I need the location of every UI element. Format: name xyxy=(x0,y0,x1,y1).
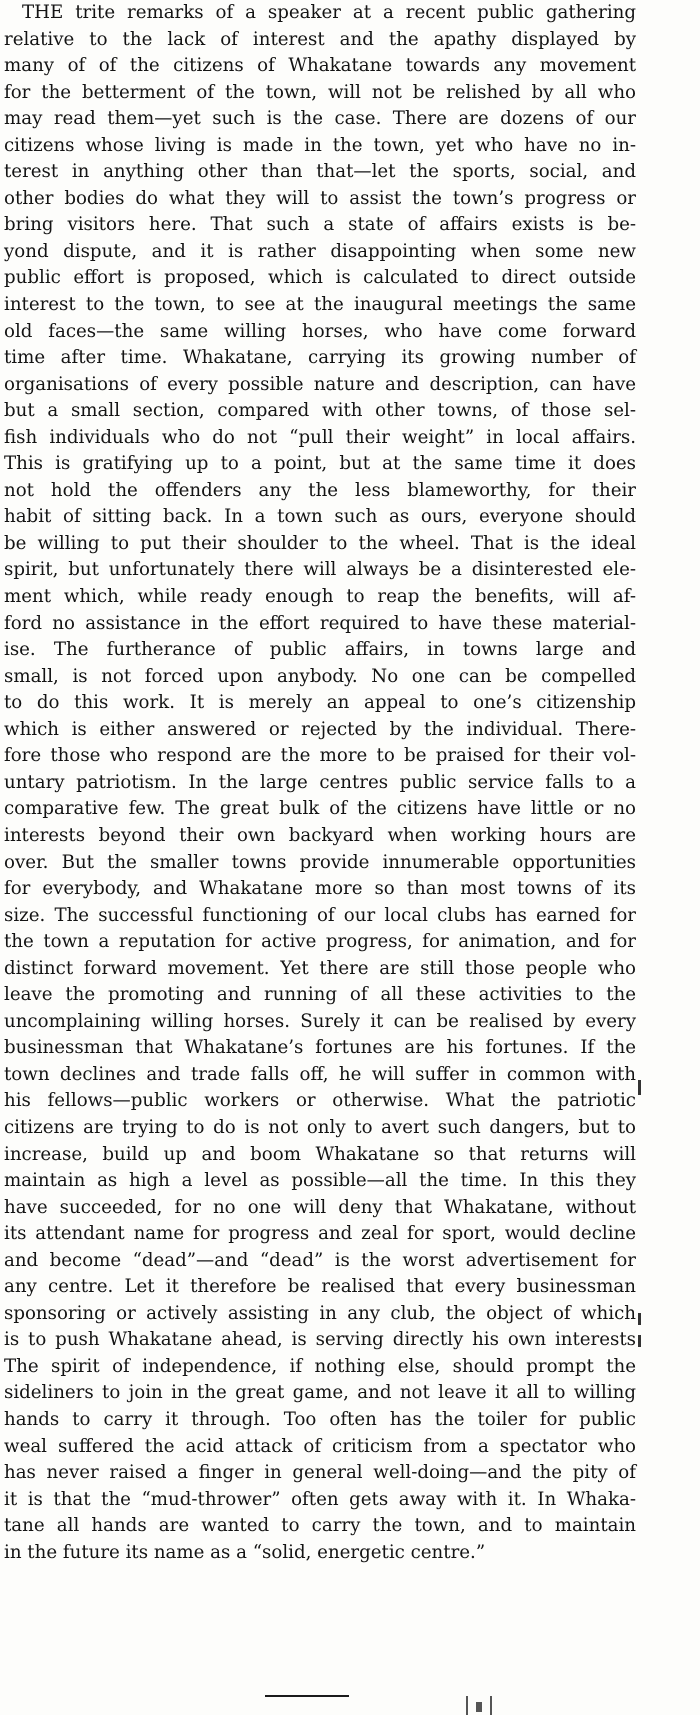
article-line: leave the promoting and running of all these activities to the xyxy=(4,984,636,1006)
article-line: interest to the town, to see at the inaugural meetings the same xyxy=(4,294,636,316)
article-line: time after time. Whakatane, carrying its growing number of xyxy=(4,347,636,369)
article-line: citizens whose living is made in the town, yet who have no in- xyxy=(4,134,636,156)
article-line: businessman that Whakatane’s fortunes are his fortunes. If the xyxy=(4,1037,636,1059)
article-line: ford no assistance in the effort required to have these material- xyxy=(4,612,636,634)
article-line: town declines and trade falls off, he will suffer in common with xyxy=(4,1063,636,1085)
article-line: uncomplaining willing horses. Surely it can be realised by every xyxy=(4,1010,636,1032)
article-line: in the future its name as a “solid, energetic centre.” xyxy=(4,1541,486,1563)
article-line: fore those who respond are the more to be praised for their vol- xyxy=(4,745,636,767)
article-line: may read them—yet such is the case. There are dozens of our xyxy=(4,108,636,130)
article-line: The spirit of independence, if nothing else, should prompt the xyxy=(4,1355,636,1377)
article-line: his fellows—public workers or otherwise. What the patriotic xyxy=(4,1090,636,1112)
article-line: citizens are trying to do is not only to avert such dangers, but to xyxy=(4,1116,636,1138)
article-line: organisations of every possible nature and description, can have xyxy=(4,373,636,395)
article-line: has never raised a finger in general well-doing—and the pity of xyxy=(4,1462,636,1484)
article-line: which is either answered or rejected by the individual. There- xyxy=(4,718,636,740)
article-line: its attendant name for progress and zeal for sport, would decline xyxy=(4,1223,636,1245)
editorial-article xyxy=(4,0,636,1566)
article-line: tane all hands are wanted to carry the town, and to maintain xyxy=(4,1515,636,1537)
article-line: bring visitors here. That such a state of affairs exists is be- xyxy=(4,214,636,236)
article-line: is to push Whakatane ahead, is serving directly his own interests xyxy=(4,1329,636,1351)
article-line: ise. The furtherance of public affairs, in towns large and xyxy=(4,639,636,661)
article-line: comparative few. The great bulk of the citizens have little or no xyxy=(4,798,636,820)
article-line: spirit, but unfortunately there will always be a disinterested ele- xyxy=(4,559,636,581)
article-line: fish individuals who do not “pull their weight” in local affairs. xyxy=(4,426,636,448)
article-line: small, is not forced upon anybody. No one can be compelled xyxy=(4,665,636,687)
article-line: untary patriotism. In the large centres public service falls to a xyxy=(4,771,636,793)
article-line: THE trite remarks of a speaker at a recent public gathering xyxy=(22,2,636,23)
article-line: increase, build up and boom Whakatane so that returns will xyxy=(4,1143,636,1165)
article-line: for the betterment of the town, will not be relished by all who xyxy=(4,81,636,103)
page-edge-mark xyxy=(466,1696,492,1715)
article-line: hands to carry it through. Too often has the toiler for public xyxy=(4,1408,636,1430)
article-line: not hold the offenders any the less blameworthy, for their xyxy=(4,479,636,501)
article-line: interests beyond their own backyard when working hours are xyxy=(4,824,636,846)
article-line: size. The successful functioning of our local clubs has earned for xyxy=(4,904,636,926)
article-line: maintain as high a level as possible—all the time. In this they xyxy=(4,1170,636,1192)
article-line: any centre. Let it therefore be realised that every businessman xyxy=(4,1276,636,1298)
article-line: have succeeded, for no one will deny that Whakatane, without xyxy=(4,1196,636,1218)
article-line: habit of sitting back. In a town such as ours, everyone should xyxy=(4,506,636,528)
column-edge-mark xyxy=(638,1080,641,1095)
article-line: weal suffered the acid attack of criticism from a spectator who xyxy=(4,1435,636,1457)
article-line: but a small section, compared with other towns, of those sel- xyxy=(4,400,636,422)
article-line: to do this work. It is merely an appeal to one’s citizenship xyxy=(4,692,636,714)
article-line: relative to the lack of interest and the apathy displayed by xyxy=(4,28,636,50)
article-line: ment which, while ready enough to reap the benefits, will af- xyxy=(4,586,636,608)
article-line: terest in anything other than that—let the sports, social, and xyxy=(4,161,636,183)
article-line: over. But the smaller towns provide innumerable opportunities xyxy=(4,851,636,873)
article-line: distinct forward movement. Yet there are still those people who xyxy=(4,957,636,979)
column-edge-mark xyxy=(638,1335,641,1347)
article-line: This is gratifying up to a point, but at the same time it does xyxy=(4,453,636,475)
article-line: yond dispute, and it is rather disappointing when some new xyxy=(4,240,636,262)
article-line: for everybody, and Whakatane more so than most towns of its xyxy=(4,878,636,900)
article-line: old faces—the same willing horses, who have come forward xyxy=(4,320,636,342)
end-of-article-rule xyxy=(265,1695,349,1697)
article-line: it is that the “mud-thrower” often gets away with it. In Whaka- xyxy=(4,1488,636,1510)
article-line: public effort is proposed, which is calculated to direct outside xyxy=(4,267,636,289)
article-line: be willing to put their shoulder to the wheel. That is the ideal xyxy=(4,532,636,554)
article-line: the town a reputation for active progress, for animation, and for xyxy=(4,931,636,953)
column-edge-mark xyxy=(638,1313,641,1325)
article-line: and become “dead”—and “dead” is the worst advertisement for xyxy=(4,1249,636,1271)
article-line: sideliners to join in the great game, and not leave it all to willing xyxy=(4,1382,636,1404)
article-line: other bodies do what they will to assist the town’s progress or xyxy=(4,187,636,209)
article-line: many of of the citizens of Whakatane towards any movement xyxy=(4,55,636,77)
article-line: sponsoring or actively assisting in any club, the object of which xyxy=(4,1302,636,1324)
